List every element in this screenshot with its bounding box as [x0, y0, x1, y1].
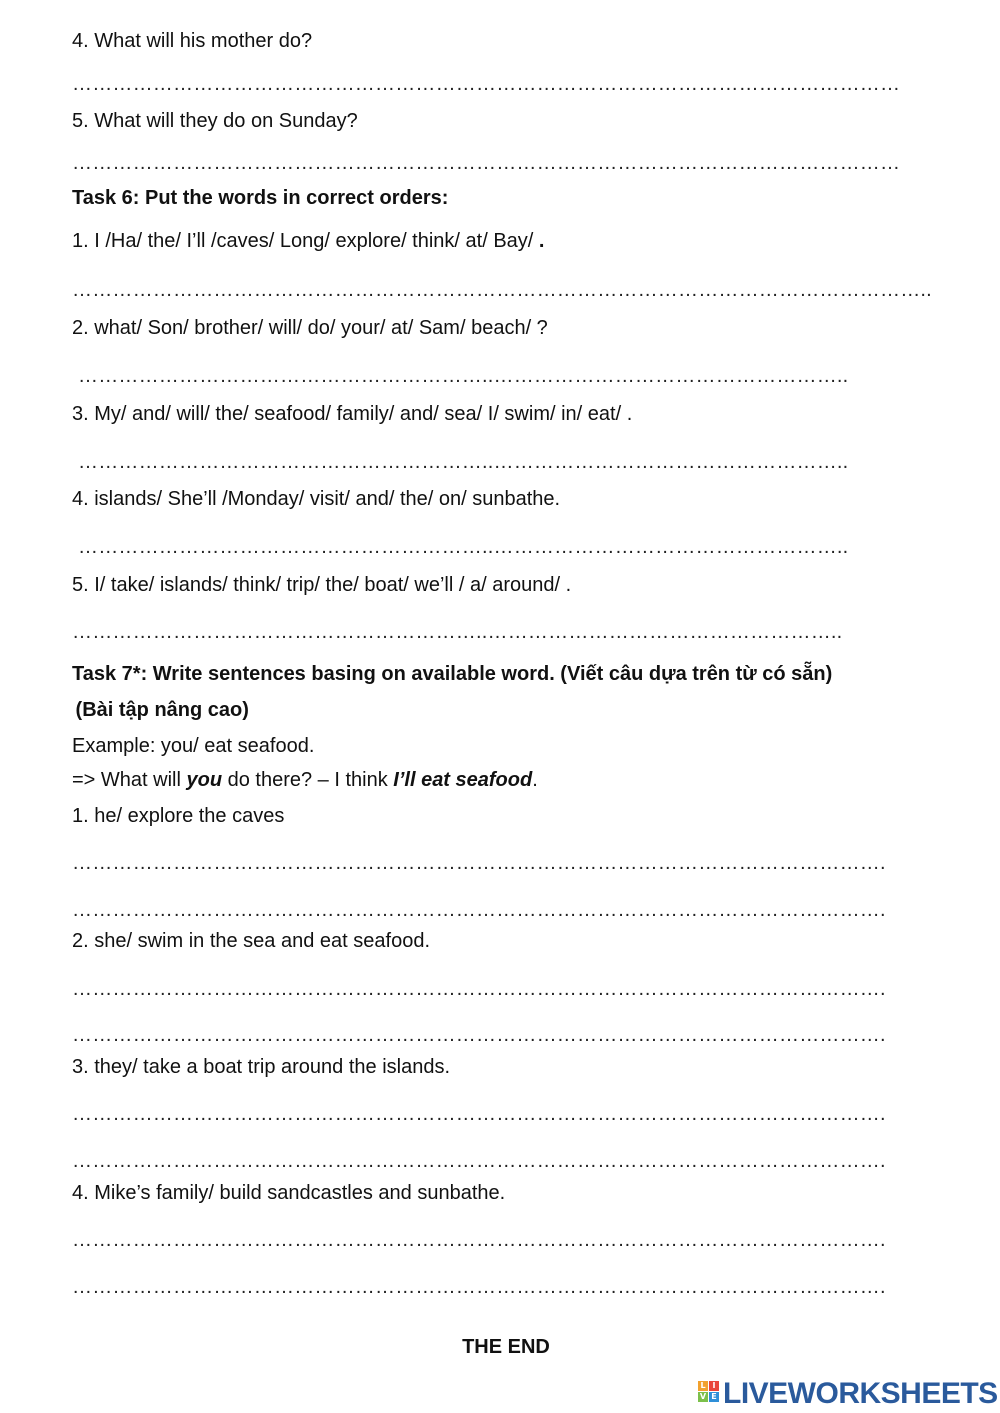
logo-text: LIVEWORKSHEETS: [723, 1377, 998, 1410]
task7-item-2: 2. she/ swim in the sea and eat seafood.: [72, 930, 430, 952]
task7-title: Task 7*: Write sentences basing on available word. (Viết câu dựa trên từ có sẵn): [72, 663, 833, 685]
logo-letter: E: [709, 1392, 719, 1402]
example-answer-part: .: [532, 769, 538, 791]
task6-title: Task 6: Put the words in correct orders:: [72, 187, 449, 209]
task6-item-1-period: .: [538, 230, 545, 252]
task7-item-1: 1. he/ explore the caves: [72, 805, 285, 827]
answer-line[interactable]: ………………………………………………………………………………………………………….: [72, 1277, 886, 1297]
answer-line[interactable]: ……………………………………………………..……………………………………………..: [78, 452, 849, 472]
answer-line[interactable]: ………………………………………………………………………………………………………….: [72, 853, 886, 873]
example-answer-part: => What will: [72, 769, 187, 791]
answer-line[interactable]: ………………………………………………………………………………………………………….: [72, 900, 886, 920]
answer-line[interactable]: ……………………………………………………………………………………………………………: [72, 153, 900, 173]
task7-item-3: 3. they/ take a boat trip around the islands.: [72, 1056, 451, 1078]
task6-item-2: 2. what/ Son/ brother/ will/ do/ your/ at/ Sam/ beach/ ?: [72, 317, 548, 339]
task6-item-4: 4. islands/ She’ll /Monday/ visit/ and/ the/ on/ sunbathe.: [72, 488, 561, 510]
answer-line[interactable]: ……………………………………………………………………………………………………………: [72, 74, 900, 94]
the-end: THE END: [462, 1336, 550, 1358]
task7-example: Example: you/ eat seafood.: [72, 735, 315, 757]
logo-letter: L: [698, 1381, 708, 1391]
task6-item-5: 5. I/ take/ islands/ think/ trip/ the/ boat/ we’ll / a/ around/ .: [72, 574, 572, 596]
task6-item-1: [72, 229, 544, 253]
answer-line[interactable]: ……………………………………………………..……………………………………………..: [78, 366, 849, 386]
answer-line[interactable]: ……………………………………………………..……………………………………………..: [72, 622, 843, 642]
task7-example-answer: [72, 768, 538, 792]
task6-item-1-text: 1. I /Ha/ the/ I’ll /caves/ Long/ explore/ think/ at/ Bay/: [72, 230, 539, 252]
task7-subtitle: (Bài tập nâng cao): [70, 699, 249, 721]
logo-letter: V: [699, 1392, 707, 1401]
task6-item-3: 3. My/ and/ will/ the/ seafood/ family/ and/ sea/ I/ swim/ in/ eat/ .: [72, 403, 633, 425]
task7-item-4: 4. Mike’s family/ build sandcastles and sunbathe.: [72, 1182, 506, 1204]
question-4: 4. What will his mother do?: [72, 30, 313, 52]
example-answer-emphasis: you: [186, 769, 223, 791]
answer-line[interactable]: ………………………………………………………………………………………………………….: [72, 1151, 886, 1171]
answer-line[interactable]: ……………………………………………………..……………………………………………..: [78, 537, 849, 557]
liveworksheets-logo[interactable]: [698, 1377, 998, 1411]
answer-line[interactable]: ………………………………………………………………………………………………………….: [72, 1025, 886, 1045]
logo-mark-icon: [698, 1381, 720, 1403]
example-answer-emphasis: I’ll eat seafood: [393, 769, 533, 791]
logo-letter: I: [709, 1381, 719, 1391]
answer-line[interactable]: ………………………………………………………………………………………………………….: [72, 1104, 886, 1124]
answer-line[interactable]: ………………………………………………………………………………………………………….: [72, 979, 886, 999]
example-answer-part: do there? – I think: [222, 769, 394, 791]
answer-line[interactable]: ………………………………………………………………………………………………………….: [72, 1230, 886, 1250]
answer-line[interactable]: ………………………………………………………………………………………………………………..: [72, 280, 932, 300]
question-5: 5. What will they do on Sunday?: [72, 110, 358, 132]
